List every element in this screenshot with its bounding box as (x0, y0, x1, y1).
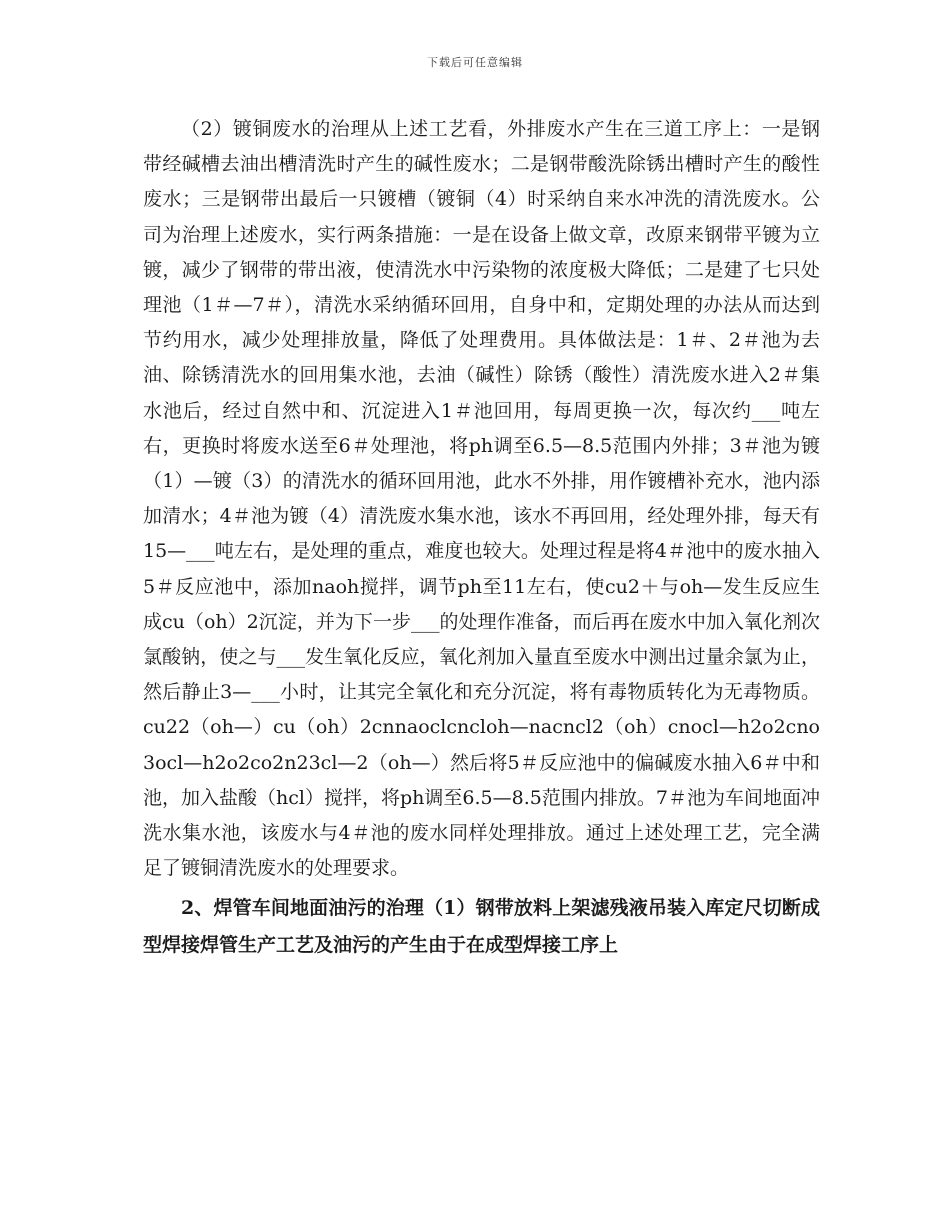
paragraph-oil-pollution-heading: 2、焊管车间地面油污的治理（1）钢带放料上架滤残液吊装入库定尺切断成型焊接焊管生产工艺及油污的产生由于在成型焊接工序上 (143, 897, 820, 956)
document-body (143, 112, 820, 963)
paragraph-copper-wastewater: （2）镀铜废水的治理从上述工艺看，外排废水产生在三道工序上：一是钢带经碱槽去油出槽清洗时产生的碱性废水；二是钢带酸洗除锈出槽时产生的酸性废水；三是钢带出最后一只镀槽（镀铜（4）时采纳自来水冲洗的清洗废水。公司为治理上述废水，实行两条措施：一是在设备上做文章，改原来钢带平镀为立镀，减少了钢带的带出液，使清洗水中污染物的浓度极大降低；二是建了七只处理池（1＃—7＃），清洗水采纳循环回用，自身中和，定期处理的办法从而达到节约用水，减少处理排放量，降低了处理费用。具体做法是：1＃、2＃池为去油、除锈清洗水的回用集水池，去油（碱性）除锈（酸性）清洗废水进入2＃集水池后，经过自然中和、沉淀进入1＃池回用，每周更换一次，每次约___吨左右，更换时将废水送至6＃处理池，将ph调至6.5—8.5范围内外排；3＃池为镀（1）—镀（3）的清洗水的循环回用池，此水不外排，用作镀槽补充水，池内添加清水；4＃池为镀（4）清洗废水集水池，该水不再回用，经处理外排，每天有15—___吨左右，是处理的重点，难度也较大。处理过程是将4＃池中的废水抽入5＃反应池中，添加naoh搅拌，调节ph至11左右，使cu2＋与oh—发生反应生成cu（oh）2沉淀，并为下一步___的处理作准备，而后再在废水中加入氧化剂次氯酸钠，使之与___发生氧化反应，氧化剂加入量直至废水中测出过量余氯为止，然后静止3—___小时，让其完全氧化和充分沉淀，将有毒物质转化为无毒物质。cu22（oh—）cu（oh）2cnnaoclcncloh—nacncl2（oh）cnocl—h2o2cno3ocl—h2o2co2n23cl—2（oh—）然后将5＃反应池中的偏碱废水抽入6＃中和池，加入盐酸（hcl）搅拌，将ph调至6.5—8.5范围内排放。7＃池为车间地面冲洗水集水池，该废水与4＃池的废水同样处理排放。通过上述处理工艺，完全满足了镀铜清洗废水的处理要求。 (143, 118, 820, 880)
page-header: 下载后可任意编辑 (427, 56, 523, 69)
